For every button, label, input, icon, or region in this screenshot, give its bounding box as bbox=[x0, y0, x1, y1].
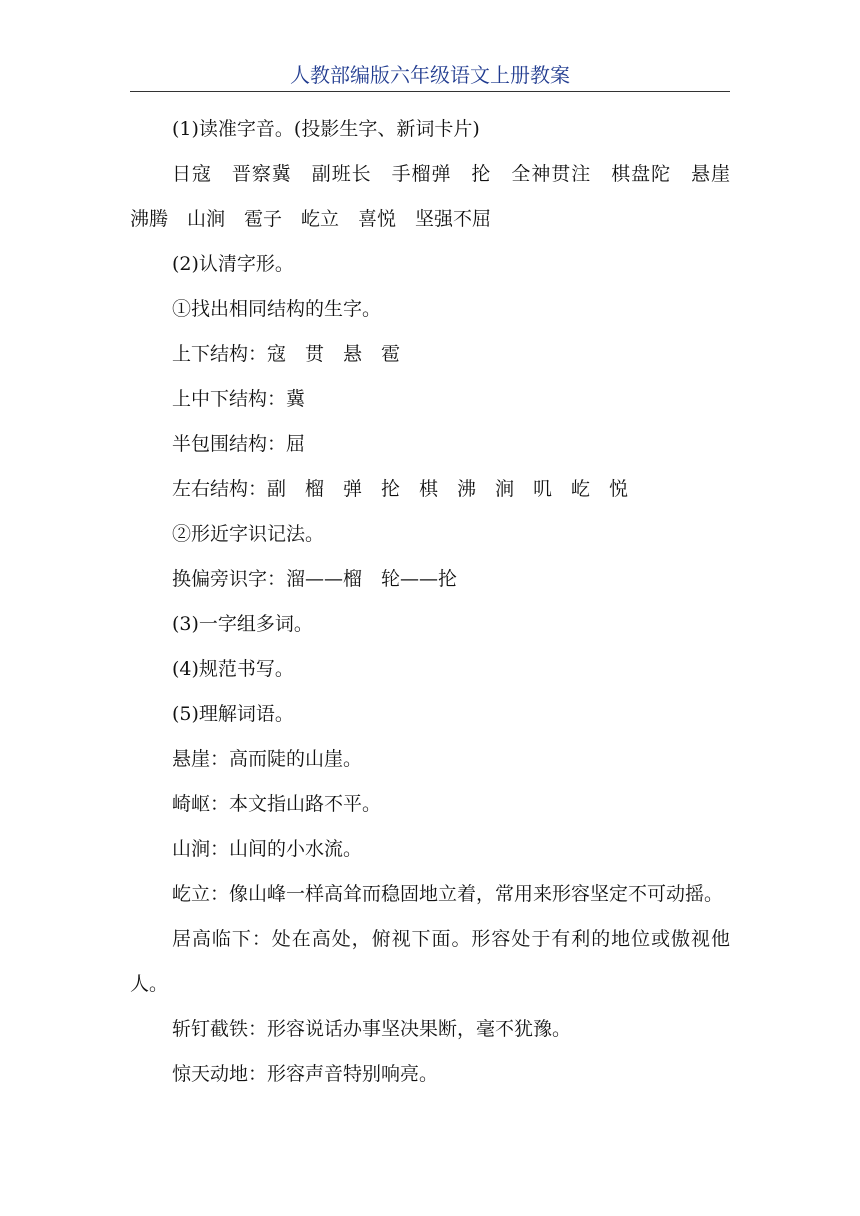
definition-jugaolinxia: 居高临下：处在高处，俯视下面。形容处于有利的地位或傲视他人。 bbox=[130, 928, 730, 995]
definition-zhandingjietie: 斩钉截铁：形容说话办事坚决果断，毫不犹豫。 bbox=[172, 1018, 572, 1040]
page-header-title: 人教部编版六年级语文上册教案 bbox=[290, 63, 570, 87]
paragraph-word-building: (3)一字组多词。 bbox=[172, 613, 313, 635]
definition-xuanya: 悬崖：高而陡的山崖。 bbox=[172, 748, 363, 770]
paragraph-same-structure: ①找出相同结构的生字。 bbox=[172, 298, 382, 320]
header-divider bbox=[130, 91, 730, 92]
document-body bbox=[130, 107, 750, 1097]
paragraph-recognize-shapes: (2)认清字形。 bbox=[172, 253, 294, 275]
definition-qiqu: 崎岖：本文指山路不平。 bbox=[172, 793, 382, 815]
paragraph-radical-swap: 换偏旁识字：溜——榴 轮——抡 bbox=[172, 568, 458, 590]
paragraph-half-enclosed-structure: 半包围结构：屈 bbox=[172, 433, 306, 455]
paragraph-top-bottom-structure: 上下结构：寇 贯 悬 雹 bbox=[172, 343, 401, 365]
definition-jingtiandongdi: 惊天动地：形容声音特别响亮。 bbox=[172, 1063, 439, 1085]
paragraph-top-middle-bottom-structure: 上中下结构：冀 bbox=[172, 388, 306, 410]
definition-shanjian: 山涧：山间的小水流。 bbox=[172, 838, 363, 860]
definition-yili: 屹立：像山峰一样高耸而稳固地立着，常用来形容坚定不可动摇。 bbox=[172, 883, 724, 905]
paragraph-read-pronunciation: (1)读准字音。(投影生字、新词卡片) bbox=[172, 118, 480, 140]
paragraph-understand-words: (5)理解词语。 bbox=[172, 703, 294, 725]
paragraph-left-right-structure: 左右结构：副 榴 弹 抡 棋 沸 涧 叽 屹 悦 bbox=[172, 478, 629, 500]
paragraph-writing: (4)规范书写。 bbox=[172, 658, 294, 680]
paragraph-similar-characters: ②形近字识记法。 bbox=[172, 523, 325, 545]
paragraph-new-words: 日寇 晋察冀 副班长 手榴弹 抡 全神贯注 棋盘陀 悬崖 沸腾 山涧 雹子 屹立 喜悦 坚强不屈 bbox=[130, 163, 750, 230]
